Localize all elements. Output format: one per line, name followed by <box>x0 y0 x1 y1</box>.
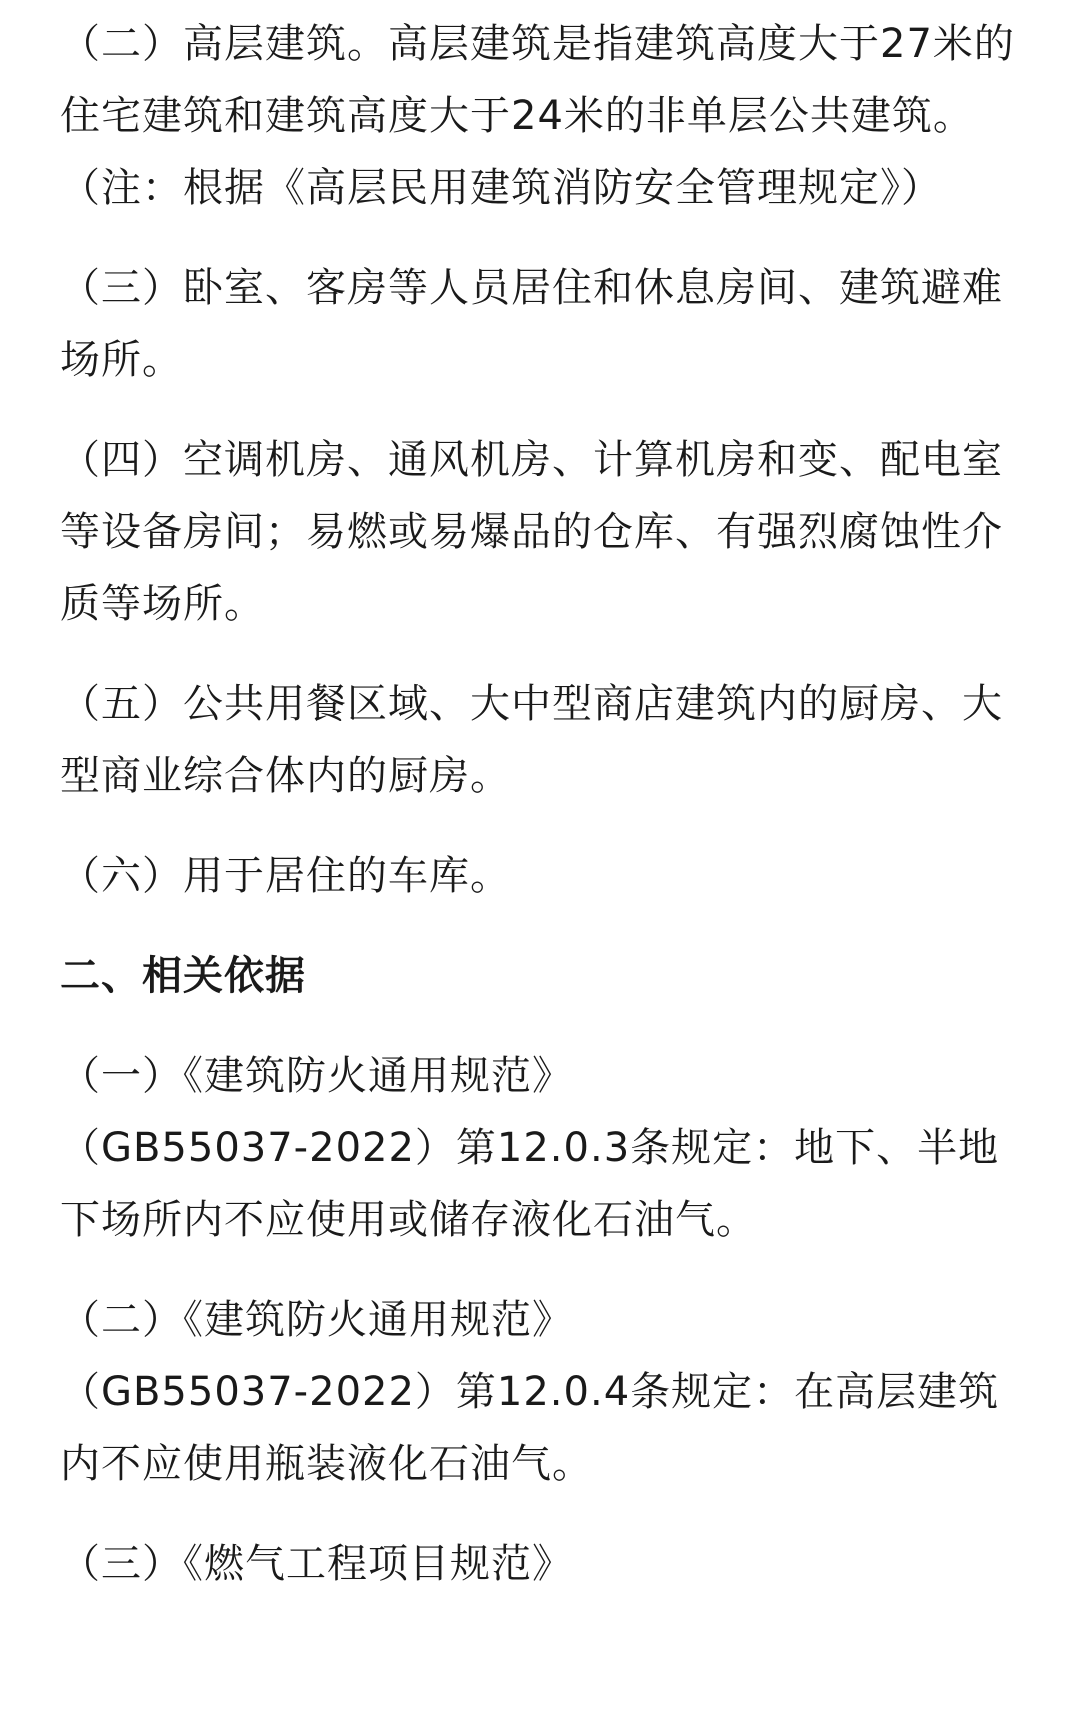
paragraph-equipment-rooms: （四）空调机房、通风机房、计算机房和变、配电室等设备房间；易燃或易爆品的仓库、有强烈腐蚀性介质等场所。 <box>60 437 1003 627</box>
basis-title: （一）《建筑防火通用规范》 <box>60 1053 573 1099</box>
basis-item-2 <box>60 1284 1020 1500</box>
basis-item-3 <box>60 1528 1020 1600</box>
section-heading: 二、相关依据 <box>60 953 306 999</box>
basis-text: （GB55037-2022）第12.0.4条规定：在高层建筑内不应使用瓶装液化石油气。 <box>60 1369 1000 1487</box>
paragraph-high-rise: （二）高层建筑。高层建筑是指建筑高度大于27米的住宅建筑和建筑高度大于24米的非单层公共建筑。（注：根据《高层民用建筑消防安全管理规定》） <box>60 21 1015 211</box>
basis-item-1 <box>60 1040 1020 1256</box>
paragraph-bedrooms: （三）卧室、客房等人员居住和休息房间、建筑避难场所。 <box>60 265 1003 383</box>
paragraph-garage: （六）用于居住的车库。 <box>60 853 511 899</box>
article-body <box>60 8 1020 1600</box>
basis-title: （三）《燃气工程项目规范》 <box>60 1541 573 1587</box>
basis-text: （GB55037-2022）第12.0.3条规定：地下、半地下场所内不应使用或储存液化石油气。 <box>60 1125 1000 1243</box>
paragraph-kitchens: （五）公共用餐区域、大中型商店建筑内的厨房、大型商业综合体内的厨房。 <box>60 681 1003 799</box>
basis-title: （二）《建筑防火通用规范》 <box>60 1297 573 1343</box>
